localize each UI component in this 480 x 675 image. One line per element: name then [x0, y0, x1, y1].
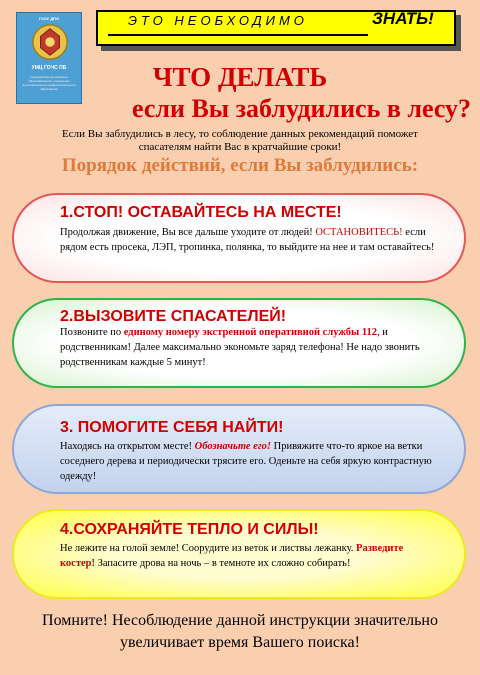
step-emphasis: Разведите костер! [60, 543, 404, 569]
step-body [60, 225, 440, 255]
step-emphasis: Обозначьте его! [194, 441, 272, 452]
step-text: Привяжите что-то яркое на ветки соседнего дерева и периодически трясите его. Оденьте на себя яркую контрастную одежду! [60, 441, 432, 482]
banner-emphasis: ЗНАТЬ! [372, 9, 434, 28]
logo-title: ГКОУ ДПО [38, 16, 60, 21]
footer-note [0, 610, 480, 654]
step-text: Находясь на открытом месте! [60, 441, 195, 452]
emblem-icon [31, 23, 69, 61]
logo-subtitle: УМЦ ГОЧС ПБ [31, 65, 67, 71]
banner-prefix: ЭТО НЕОБХОДИМО [128, 13, 308, 28]
step-body [60, 325, 440, 370]
footer-line-2: увеличивает время Вашего поиска! [120, 634, 360, 651]
step-body [60, 439, 440, 484]
step-card-1 [12, 193, 466, 283]
step-title: 3. ПОМОГИТЕ СЕБЯ НАЙТИ! [60, 419, 284, 436]
step-card-4 [12, 509, 466, 599]
step-emphasis: единому номеру экстренной оперативной службы 112 [123, 327, 378, 338]
step-text: Позвоните по [60, 327, 124, 338]
step-text: , и родственникам! Далее максимально экономьте заряд телефона! Не надо звонить родственникам каждые 5 минут! [60, 327, 420, 368]
step-text: Не лежите на голой земле! Соорудите из веток и листвы лежанку. [60, 543, 357, 554]
page-title-line2: если Вы заблудились в лесу? [132, 94, 472, 123]
step-text: Продолжая движение, Вы все дальше уходите от людей! [60, 227, 316, 238]
page-title: ЧТО ДЕЛАТЬ [152, 62, 328, 92]
steps-heading: Порядок действий, если Вы заблудились: [61, 155, 419, 176]
step-card-3 [12, 404, 466, 494]
banner-underline [108, 34, 368, 36]
step-title: 4.СОХРАНЯЙТЕ ТЕПЛО И СИЛЫ! [60, 521, 319, 538]
step-text: если рядом есть просека, ЛЭП, тропинка, полянка, то выйдите на нее и там оставайтесь! [60, 227, 435, 253]
step-text: Запасите дрова на ночь – в темноте их сложно собирать! [94, 558, 351, 569]
step-body [60, 541, 440, 571]
step-title: 2.ВЫЗОВИТЕ СПАСАТЕЛЕЙ! [60, 308, 287, 325]
intro-text: Если Вы заблудились в лесу, то соблюдение данных рекомендаций поможет спасателям найти Вас в кратчайшие сроки! [62, 128, 418, 153]
step-card-2 [12, 298, 466, 388]
step-emphasis: ОСТАНОВИТЕСЬ! [315, 227, 403, 238]
footer-line-1: Помните! Несоблюдение данной инструкции значительно [42, 612, 438, 629]
step-title: 1.СТОП! ОСТАВАЙТЕСЬ НА МЕСТЕ! [60, 204, 342, 221]
logo-text: Государственное казенное образовательное учреждение дополнительного профессионального образования [22, 75, 76, 91]
